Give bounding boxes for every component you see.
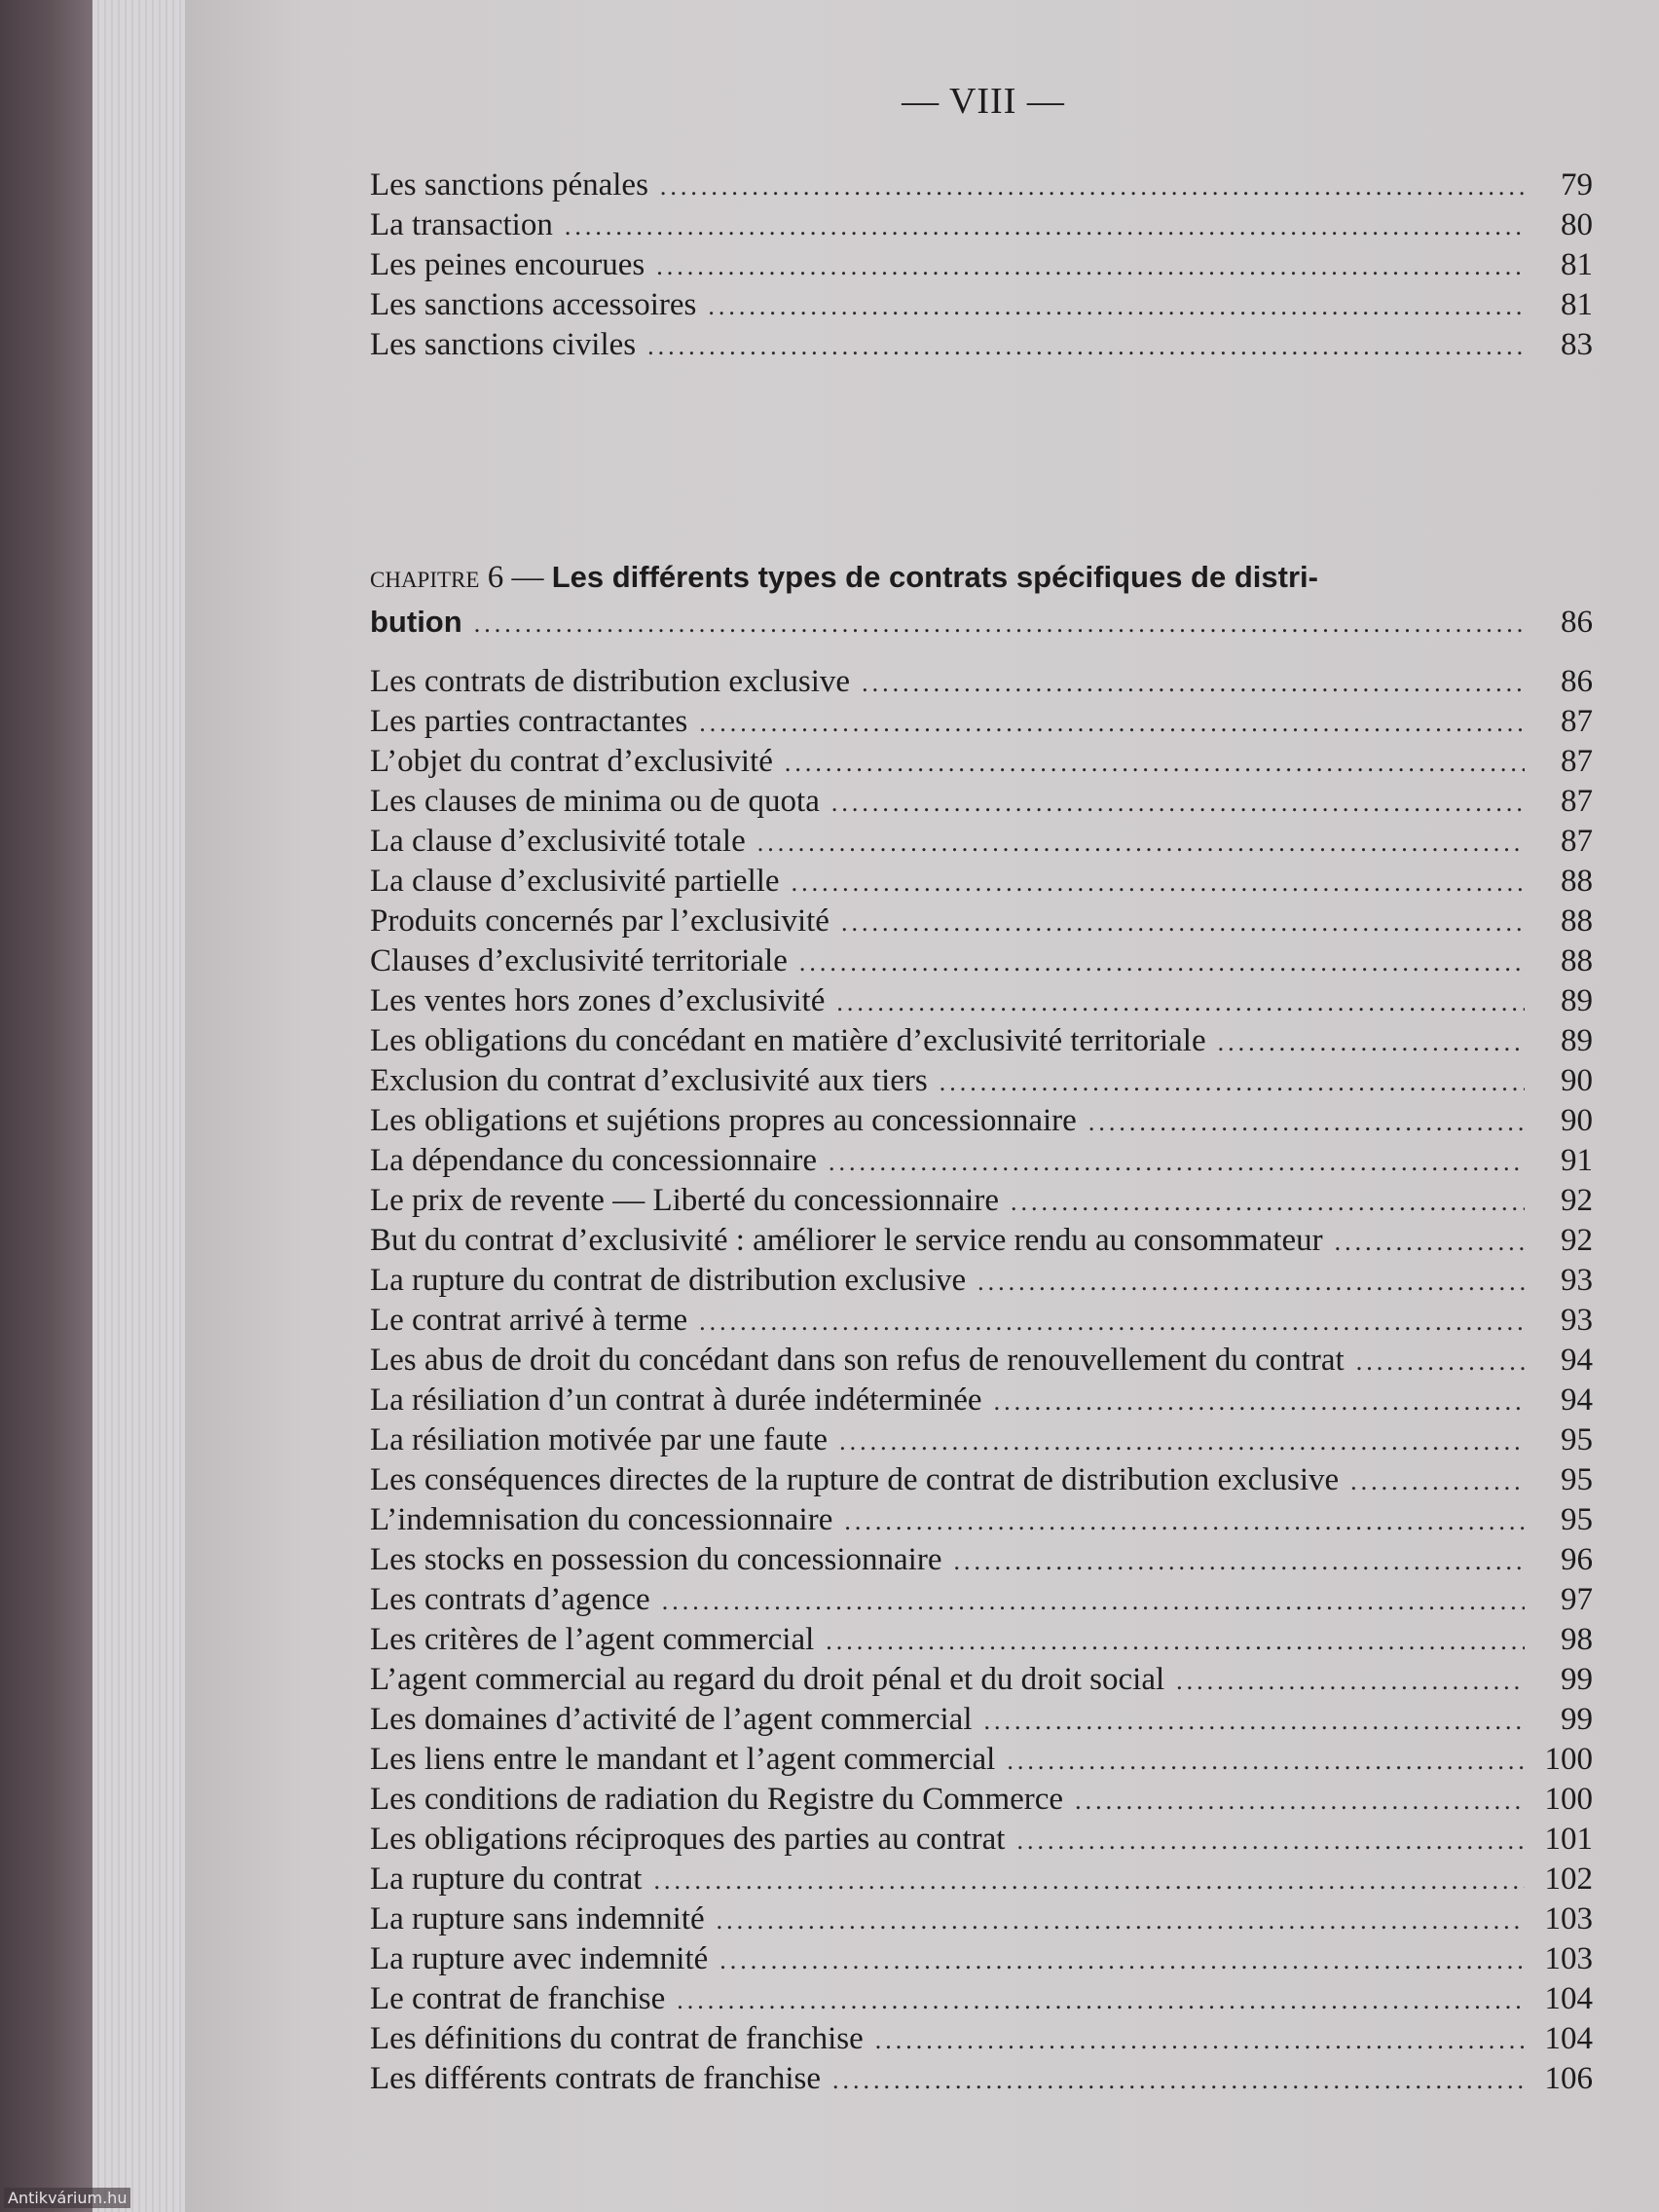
toc-entry-page: 98: [1561, 1622, 1593, 1657]
toc-entry: [370, 1382, 1593, 1422]
leader-dots: [565, 212, 1525, 241]
leader-dots: [841, 908, 1525, 938]
toc-entry: [370, 1103, 1593, 1143]
toc-entry-label: Les sanctions pénales: [370, 167, 648, 203]
toc-entry: [370, 864, 1593, 903]
toc-entry: [370, 1702, 1593, 1742]
toc-entry-page: 95: [1561, 1422, 1593, 1457]
toc-entry-label: Les obligations et sujétions propres au concessionnaire: [370, 1103, 1077, 1138]
toc-entry: [370, 1143, 1593, 1183]
toc-entry-page: 99: [1561, 1702, 1593, 1737]
toc-entry-label: Exclusion du contrat d’exclusivité aux tiers: [370, 1063, 928, 1098]
toc-entry-label: La dépendance du concessionnaire: [370, 1143, 818, 1178]
toc-section-b: [370, 664, 1593, 2101]
toc-entry: [370, 1662, 1593, 1702]
toc-entry-page: 92: [1561, 1183, 1593, 1218]
toc-entry-label: Les clauses de minima ou de quota: [370, 784, 820, 819]
leader-dots: [474, 609, 1525, 639]
toc-entry: [370, 1742, 1593, 1782]
toc-entry-label: Clauses d’exclusivité territoriale: [370, 943, 788, 978]
toc-entry-page: 88: [1561, 943, 1593, 978]
leader-dots: [699, 1308, 1525, 1337]
toc-entry-label: La rupture avec indemnité: [370, 1941, 709, 1976]
toc-entry: [370, 1622, 1593, 1662]
toc-entry: [370, 744, 1593, 784]
toc-entry-label: Les ventes hors zones d’exclusivité: [370, 983, 826, 1018]
leader-dots: [785, 749, 1525, 778]
toc-entry: [370, 1223, 1593, 1263]
toc-entry: [370, 1582, 1593, 1622]
toc-entry-page: 93: [1561, 1263, 1593, 1298]
leader-dots: [1016, 1826, 1525, 1856]
toc-entry-page: 104: [1544, 2021, 1593, 2056]
toc-entry-page: 89: [1561, 1023, 1593, 1058]
toc-entry: [370, 1941, 1593, 1981]
page-edges: [92, 0, 185, 2212]
toc-entry-label: L’objet du contrat d’exclusivité: [370, 744, 773, 779]
toc-entry: [370, 327, 1593, 367]
leader-dots: [977, 1268, 1525, 1297]
leader-dots: [831, 789, 1525, 818]
toc-entry-page: 97: [1561, 1582, 1593, 1617]
leader-dots: [656, 252, 1525, 281]
toc-entry-page: 90: [1561, 1063, 1593, 1098]
toc-entry-page: 100: [1544, 1742, 1593, 1777]
toc-entry-label: Les contrats de distribution exclusive: [370, 664, 851, 699]
toc-entry: [370, 2021, 1593, 2061]
toc-entry-label: La rupture du contrat de distribution exclusive: [370, 1263, 967, 1298]
toc-entry-label: Les critères de l’agent commercial: [370, 1622, 815, 1657]
toc-entry: [370, 704, 1593, 744]
toc-entry-page: 96: [1561, 1542, 1593, 1577]
toc-entry: [370, 1822, 1593, 1862]
toc-section-a: [370, 167, 1593, 367]
leader-dots: [799, 948, 1525, 977]
toc-entry: [370, 784, 1593, 824]
leader-dots: [653, 1866, 1525, 1896]
toc-entry-label: La clause d’exclusivité totale: [370, 824, 746, 859]
toc-entry-page: 86: [1561, 664, 1593, 699]
leader-dots: [699, 709, 1525, 738]
book-spine-shadow: [0, 0, 92, 2212]
leader-dots: [1218, 1028, 1525, 1057]
toc-entry: [370, 1862, 1593, 1901]
toc-entry-page: 104: [1544, 1981, 1593, 2016]
leader-dots: [1011, 1188, 1525, 1217]
toc-entry-label: La transaction: [370, 207, 553, 242]
toc-entry-page: 99: [1561, 1662, 1593, 1697]
toc-entry-page: 91: [1561, 1143, 1593, 1178]
chapter-heading-line1: [370, 560, 1593, 605]
toc-entry-label: Les sanctions accessoires: [370, 287, 697, 322]
leader-dots: [677, 1986, 1525, 2015]
leader-dots: [984, 1707, 1526, 1736]
toc-entry-page: 100: [1544, 1782, 1593, 1817]
toc-entry: [370, 1343, 1593, 1382]
toc-entry: [370, 1063, 1593, 1103]
toc-entry: [370, 1782, 1593, 1822]
toc-entry-label: Les définitions du contrat de franchise: [370, 2021, 864, 2056]
leader-dots: [829, 1148, 1525, 1177]
toc-entry: [370, 167, 1593, 207]
toc-entry-label: Produits concernés par l’exclusivité: [370, 903, 830, 939]
leader-dots: [708, 292, 1525, 321]
toc-entry-label: La résiliation motivée par une faute: [370, 1422, 829, 1457]
toc-entry-page: 95: [1561, 1502, 1593, 1537]
toc-entry-page: 87: [1561, 704, 1593, 739]
leader-dots: [839, 1427, 1525, 1456]
toc-entry-page: 106: [1544, 2061, 1593, 2096]
toc-entry-page: 87: [1561, 824, 1593, 859]
leader-dots: [792, 868, 1525, 898]
toc-entry-label: L’agent commercial au regard du droit pénal et du droit social: [370, 1662, 1165, 1697]
leader-dots: [875, 2026, 1525, 2055]
leader-dots: [1176, 1667, 1525, 1696]
toc-entry: [370, 1502, 1593, 1542]
toc-entry: [370, 1303, 1593, 1343]
toc-entry-page: 87: [1561, 744, 1593, 779]
toc-entry-page: 89: [1561, 983, 1593, 1018]
toc-entry-label: Le contrat de franchise: [370, 1981, 666, 2016]
leader-dots: [836, 988, 1525, 1017]
leader-dots: [940, 1068, 1525, 1097]
toc-entry-label: Les obligations du concédant en matière d’exclusivité territoriale: [370, 1023, 1206, 1058]
toc-entry: [370, 983, 1593, 1023]
toc-entry-page: 92: [1561, 1223, 1593, 1258]
toc-entry-page: 88: [1561, 903, 1593, 939]
toc-entry: [370, 1901, 1593, 1941]
toc-entry: [370, 207, 1593, 247]
leader-dots: [662, 1587, 1525, 1616]
toc-entry-label: Les sanctions civiles: [370, 327, 637, 362]
toc-entry-page: 103: [1544, 1901, 1593, 1936]
leader-dots: [647, 332, 1525, 361]
toc-entry-page: 79: [1561, 167, 1593, 203]
toc-entry-label: Le contrat arrivé à terme: [370, 1303, 688, 1338]
toc-entry: [370, 903, 1593, 943]
chapter-title-continued: bution: [370, 605, 462, 639]
toc-entry: [370, 1263, 1593, 1303]
toc-entry-page: 88: [1561, 864, 1593, 899]
toc-entry-label: La clause d’exclusivité partielle: [370, 864, 780, 899]
toc-entry: [370, 1023, 1593, 1063]
leader-dots: [994, 1387, 1525, 1417]
toc-entry-page: 103: [1544, 1941, 1593, 1976]
leader-dots: [757, 829, 1525, 858]
toc-entry-label: Le prix de revente — Liberté du concessionnaire: [370, 1183, 999, 1218]
leader-dots: [826, 1627, 1525, 1656]
toc-entry-label: Les conséquences directes de la rupture de contrat de distribution exclusive: [370, 1462, 1340, 1497]
toc-entry-page: 102: [1544, 1862, 1593, 1897]
toc-entry: [370, 664, 1593, 704]
toc-entry-page: 83: [1561, 327, 1593, 362]
leader-dots: [832, 2066, 1525, 2095]
toc-entry: [370, 943, 1593, 983]
toc-entry-label: Les abus de droit du concédant dans son refus de renouvellement du contrat: [370, 1343, 1345, 1378]
chapter-page: 86: [1561, 605, 1593, 640]
leader-dots: [1335, 1228, 1525, 1257]
toc-entry-label: Les différents contrats de franchise: [370, 2061, 822, 2096]
toc-entry-label: Les contrats d’agence: [370, 1582, 650, 1617]
toc-entry-label: Les parties contractantes: [370, 704, 688, 739]
toc-entry-page: 94: [1561, 1382, 1593, 1418]
toc-entry-page: 80: [1561, 207, 1593, 242]
toc-entry-label: La résiliation d’un contrat à durée indéterminée: [370, 1382, 982, 1418]
leader-dots: [660, 172, 1525, 202]
toc-entry-page: 81: [1561, 247, 1593, 282]
toc-entry: [370, 1542, 1593, 1582]
toc-entry-label: But du contrat d’exclusivité : améliorer le service rendu au consommateur: [370, 1223, 1323, 1258]
toc-entry: [370, 1981, 1593, 2021]
toc-entry: [370, 1183, 1593, 1223]
toc-entry-page: 94: [1561, 1343, 1593, 1378]
leader-dots: [862, 669, 1525, 698]
toc-entry: [370, 824, 1593, 864]
chapter-title: Les différents types de contrats spécifiques de distri-: [551, 560, 1318, 594]
toc-entry-label: Les liens entre le mandant et l’agent commercial: [370, 1742, 996, 1777]
leader-dots: [953, 1547, 1525, 1576]
leader-dots: [1350, 1467, 1525, 1496]
toc-entry-page: 90: [1561, 1103, 1593, 1138]
toc-entry: [370, 1422, 1593, 1462]
leader-dots: [717, 1906, 1525, 1936]
page-folio: — VIII —: [902, 81, 1065, 122]
toc-entry: [370, 2061, 1593, 2101]
toc-entry-label: Les domaines d’activité de l’agent commercial: [370, 1702, 973, 1737]
toc-entry: [370, 247, 1593, 287]
toc-entry: [370, 1462, 1593, 1502]
chapter-number: chapitre 6 —: [370, 560, 544, 595]
toc-entry: [370, 287, 1593, 327]
toc-entry-label: La rupture sans indemnité: [370, 1901, 705, 1936]
leader-dots: [844, 1507, 1525, 1536]
chapter-heading-line2: [370, 605, 1593, 649]
chapter-heading: [370, 560, 1593, 649]
toc-entry-page: 87: [1561, 784, 1593, 819]
toc-entry-page: 93: [1561, 1303, 1593, 1338]
leader-dots: [1075, 1787, 1525, 1816]
toc-entry-page: 81: [1561, 287, 1593, 322]
leader-dots: [1356, 1347, 1525, 1377]
toc-entry-label: Les obligations réciproques des parties au contrat: [370, 1822, 1006, 1857]
toc-entry-page: 95: [1561, 1462, 1593, 1497]
toc-entry-label: La rupture du contrat: [370, 1862, 643, 1897]
leader-dots: [719, 1946, 1525, 1975]
toc-entry-label: Les conditions de radiation du Registre du Commerce: [370, 1782, 1064, 1817]
watermark: Antikvárium.hu: [4, 2188, 130, 2208]
leader-dots: [1007, 1747, 1525, 1776]
leader-dots: [1088, 1108, 1525, 1137]
toc-entry-label: L’indemnisation du concessionnaire: [370, 1502, 833, 1537]
toc-entry-label: Les peines encourues: [370, 247, 645, 282]
toc-entry-label: Les stocks en possession du concessionnaire: [370, 1542, 942, 1577]
toc-entry-page: 101: [1544, 1822, 1593, 1857]
